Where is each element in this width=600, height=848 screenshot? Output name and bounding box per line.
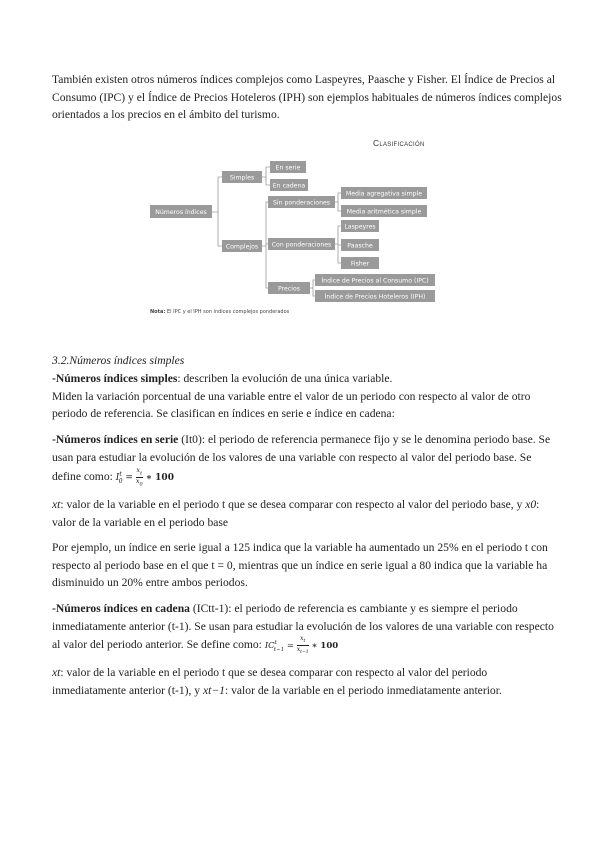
simples-paragraph: Miden la variación porcentual de una variable entre el valor de un periodo con respecto al valor de otro periodo de referencia. Se clasifican en índices en serie e índice en cadena: bbox=[52, 389, 531, 421]
node-complejos bbox=[222, 240, 262, 252]
node-ipc bbox=[315, 274, 435, 286]
cadena-var-xt-1: xt−1 bbox=[202, 683, 225, 697]
node-fisher-label: Fisher bbox=[350, 260, 370, 268]
node-media-agregativa bbox=[341, 187, 427, 199]
cadena-var-xt: xt bbox=[52, 666, 61, 679]
cadena-paragraph bbox=[52, 600, 562, 660]
node-complejos-label: Complejos bbox=[225, 243, 259, 251]
cadena-var-xt-desc: : valor de la variable en el periodo t que se desea comparar con respecto al valor del periodo inmediatamente anterior (t-1), y bbox=[52, 666, 488, 697]
node-simples-label: Simples bbox=[229, 174, 255, 182]
serie-text: (It0): el periodo de referencia permanece fijo y se le denomina periodo base. Se usan para estudiar la evolución de los valores de una variable con respecto al valor del periodo base. Se define como: bbox=[52, 433, 551, 484]
node-en-serie bbox=[270, 161, 306, 173]
example-paragraph: Por ejemplo, un índice en serie igual a 125 indica que la variable ha aumentado un 25% en el periodo t con respecto al periodo base en el que t = 0, mientras que un índice en serie igual a 80 indica que la variable ha disminuido un 20% entre ambos periodos. bbox=[52, 541, 548, 590]
serie-var-xt-desc: : valor de la variable en el periodo t que se desea comparar con respecto al valor del periodo base, y bbox=[60, 498, 526, 511]
diagram-title: Clasificación bbox=[373, 138, 425, 148]
node-simples bbox=[222, 171, 262, 183]
node-sin-ponderaciones bbox=[268, 196, 335, 208]
node-media-aritmetica bbox=[341, 205, 427, 217]
node-con-ponderaciones bbox=[268, 238, 335, 250]
diagram-note-text: El IPC y el IPH son índices complejos ponderados bbox=[165, 309, 290, 315]
node-laspeyres bbox=[341, 220, 379, 232]
serie-formula: $I^t_0$ = $\frac{x_t}{x_0}$ ∗ 100 bbox=[115, 465, 174, 488]
node-media-aritmetica-label: Media aritmética simple bbox=[346, 208, 422, 216]
node-laspeyres-label: Laspeyres bbox=[344, 223, 376, 231]
node-root-label: Números índices bbox=[155, 209, 207, 216]
node-sin-ponderaciones-label: Sin ponderaciones bbox=[272, 199, 331, 207]
cadena-variables bbox=[52, 664, 562, 699]
node-iph-label: Índice de Precios Hoteleros (IPH) bbox=[324, 293, 426, 301]
node-root bbox=[150, 205, 212, 218]
node-en-cadena-label: En cadena bbox=[272, 182, 306, 190]
node-paasche-label: Paasche bbox=[347, 242, 373, 250]
node-precios-label: Precios bbox=[278, 285, 300, 293]
node-iph bbox=[315, 290, 435, 302]
diagram-note bbox=[150, 309, 289, 315]
node-ipc-label: Índice de Precios al Consumo (IPC) bbox=[321, 277, 429, 285]
serie-term: -Números índices en serie bbox=[52, 433, 179, 446]
simples-definition bbox=[52, 370, 562, 423]
simples-def: : describen la evolución de una única variable. bbox=[177, 372, 393, 385]
cadena-formula: $IC^t_{t-1}$ = $\frac{x_t}{x_{t-1}}$ ∗ 100 bbox=[264, 635, 339, 656]
cadena-term: -Números índices en cadena bbox=[52, 602, 190, 615]
node-fisher bbox=[341, 257, 379, 269]
diagram-note-label: Nota: bbox=[150, 309, 166, 315]
serie-var-x0: x0 bbox=[525, 498, 537, 511]
simples-term: -Números índices simples bbox=[52, 372, 178, 385]
serie-var-xt: xt bbox=[52, 498, 61, 511]
node-media-agregativa-label: Media agregativa simple bbox=[345, 190, 423, 198]
serie-paragraph bbox=[52, 431, 562, 491]
node-precios bbox=[268, 282, 310, 294]
node-con-ponderaciones-label: Con ponderaciones bbox=[271, 241, 332, 249]
serie-variables bbox=[52, 496, 562, 531]
intro-paragraph: También existen otros números índices complejos como Laspeyres, Paasche y Fisher. El Índice de Precios al Consumo (IPC) y el Índice de Precios Hoteleros (IPH) son ejemplos habituales de números índices complejos orientados a los precios en el ámbito del turismo. bbox=[52, 73, 562, 122]
serie-var-x0-desc: : valor de la variable en el periodo base bbox=[52, 498, 540, 529]
classification-diagram bbox=[148, 156, 438, 306]
cadena-var-xt-1-desc: : valor de la variable en el periodo inmediatamente anterior. bbox=[224, 683, 502, 697]
node-paasche bbox=[341, 239, 379, 251]
node-en-serie-label: En serie bbox=[275, 164, 301, 172]
node-en-cadena bbox=[270, 179, 308, 191]
cadena-text: (ICtt-1): el periodo de referencia es cambiante y es siempre el periodo inmediatamente anterior (t-1). Se usan para estudiar la evolución de los valores de una variable con respecto al valor del periodo anterior. Se define como: bbox=[52, 602, 554, 652]
section-heading: 3.2.Números índices simples bbox=[52, 354, 185, 367]
